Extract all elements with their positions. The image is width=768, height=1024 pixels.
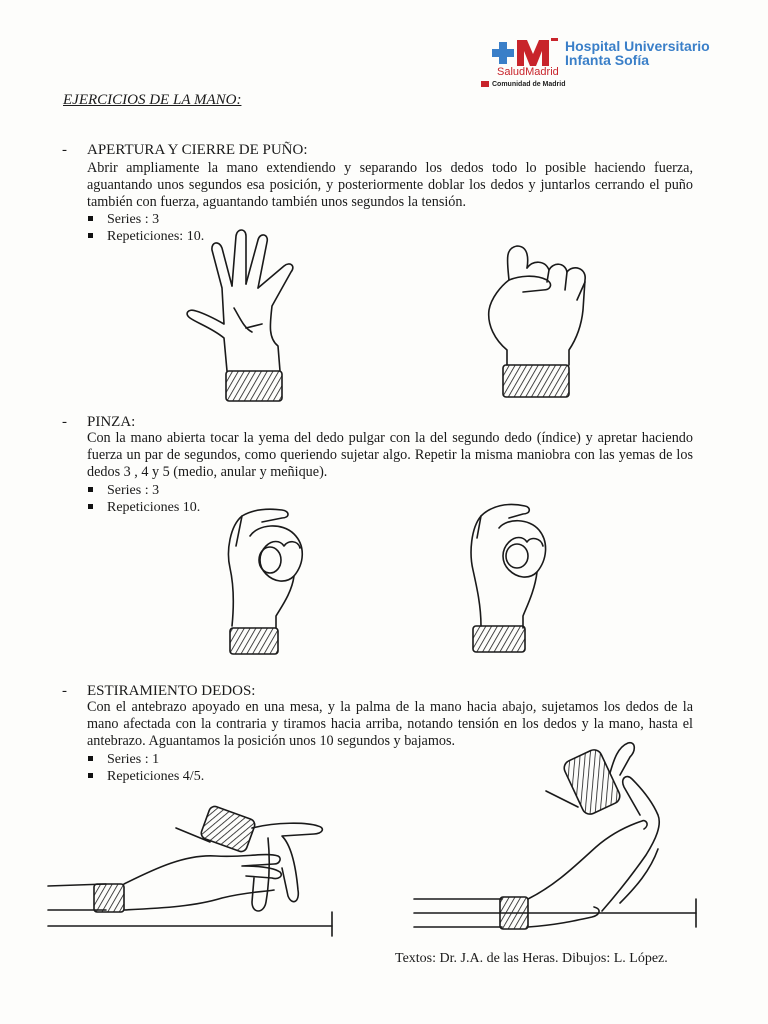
section2-dash: - bbox=[62, 414, 67, 430]
hospital-logo bbox=[493, 36, 733, 96]
salud-madrid-label: SaludMadrid bbox=[497, 66, 559, 78]
section3-series: Series : 1 bbox=[88, 751, 159, 768]
open-hand-illustration bbox=[182, 228, 322, 408]
comunidad-label bbox=[481, 81, 566, 88]
section1-series: Series : 3 bbox=[88, 211, 159, 228]
section3-reps: Repeticiones 4/5. bbox=[88, 768, 204, 785]
page-title: EJERCICIOS DE LA MANO: bbox=[63, 92, 242, 108]
credits: Textos: Dr. J.A. de las Heras. Dibujos: L. López. bbox=[395, 951, 668, 966]
hospital-name-line2: Infanta Sofía bbox=[565, 52, 650, 68]
finger-stretch-illustration-2 bbox=[406, 735, 706, 945]
section1-reps: Repeticiones: 10. bbox=[88, 228, 204, 245]
section2-series: Series : 3 bbox=[88, 482, 159, 499]
comunidad-text: Comunidad de Madrid bbox=[492, 81, 566, 88]
section3-text: Con el antebrazo apoyado en una mesa, y la palma de la mano hacia abajo, sujetamos los dedos de la mano afectada con la contraria y tiramos hacia arriba, notando tensión en los dedos y la mano, hasta el antebrazo. Aguantamos la posición unos 10 segundos y bajamos. bbox=[87, 699, 693, 749]
section1-dash: - bbox=[62, 142, 67, 158]
hospital-name-line1: Hospital Universitario bbox=[565, 38, 710, 54]
fist-illustration bbox=[483, 240, 603, 410]
section1-text: Abrir ampliamente la mano extendiendo y separando los dedos todo lo posible haciendo fuerza, aguantando unos segundos esa posición, y posteriormente doblar los dedos y juntarlos cerrando el puño también con fuerza, aguantando también unos segundos la tensión. bbox=[87, 160, 693, 210]
pinch-hand-illustration-2 bbox=[467, 498, 567, 653]
pinch-hand-illustration-1 bbox=[222, 506, 322, 661]
section3-heading: ESTIRAMIENTO DEDOS: bbox=[87, 683, 256, 699]
section2-heading: PINZA: bbox=[87, 414, 136, 430]
section3-dash: - bbox=[62, 683, 67, 699]
comunidad-flag-icon bbox=[481, 81, 489, 87]
section1-heading: APERTURA Y CIERRE DE PUÑO: bbox=[87, 142, 308, 158]
salud-madrid-logo-icon bbox=[493, 36, 563, 68]
finger-stretch-illustration-1 bbox=[46, 798, 346, 938]
section2-text: Con la mano abierta tocar la yema del dedo pulgar con la del segundo dedo (índice) y apretar haciendo fuerza un par de segundos, como queriendo sujetar algo. Repetir la misma maniobra con las yemas de los dedos 3 , 4 y 5 (medio, anular y meñique). bbox=[87, 430, 693, 480]
section2-reps: Repeticiones 10. bbox=[88, 499, 200, 516]
